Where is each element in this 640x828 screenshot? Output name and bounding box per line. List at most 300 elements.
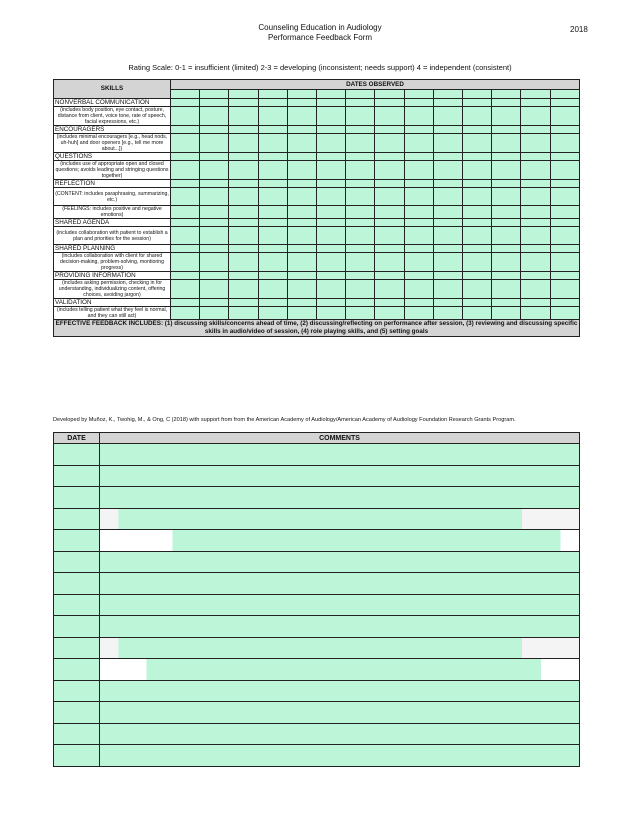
rating-cell[interactable] — [550, 99, 579, 107]
rating-cell[interactable] — [258, 253, 287, 272]
rating-cell[interactable] — [492, 99, 521, 107]
rating-cell[interactable] — [287, 272, 316, 280]
comment-text-cell[interactable] — [100, 594, 580, 616]
rating-cell[interactable] — [375, 99, 404, 107]
rating-cell[interactable] — [375, 219, 404, 227]
rating-cell[interactable] — [258, 206, 287, 219]
rating-cell[interactable] — [346, 107, 375, 126]
date-observed-cell[interactable] — [492, 90, 521, 99]
rating-cell[interactable] — [200, 126, 229, 134]
rating-cell[interactable] — [200, 99, 229, 107]
rating-cell[interactable] — [317, 134, 346, 153]
rating-cell[interactable] — [521, 99, 550, 107]
rating-cell[interactable] — [375, 134, 404, 153]
rating-cell[interactable] — [492, 153, 521, 161]
rating-cell[interactable] — [229, 272, 258, 280]
rating-cell[interactable] — [171, 227, 200, 245]
rating-cell[interactable] — [463, 126, 492, 134]
rating-cell[interactable] — [463, 99, 492, 107]
rating-cell[interactable] — [550, 161, 579, 180]
rating-cell[interactable] — [317, 280, 346, 299]
skill-description: (includes collaboration with patient to establish a plan and priorities for the session) — [54, 227, 171, 245]
rating-cell[interactable] — [433, 161, 462, 180]
rating-cell[interactable] — [258, 307, 287, 320]
comment-text-cell[interactable] — [100, 659, 580, 681]
rating-cell[interactable] — [433, 153, 462, 161]
rating-cell[interactable] — [317, 219, 346, 227]
rating-cell[interactable] — [200, 107, 229, 126]
rating-cell[interactable] — [229, 307, 258, 320]
rating-cell[interactable] — [463, 188, 492, 206]
comment-text-cell[interactable] — [100, 573, 580, 595]
rating-cell[interactable] — [375, 188, 404, 206]
rating-cell[interactable] — [463, 107, 492, 126]
rating-cell[interactable] — [287, 307, 316, 320]
rating-cell[interactable] — [258, 153, 287, 161]
rating-cell[interactable] — [550, 107, 579, 126]
rating-cell[interactable] — [287, 188, 316, 206]
date-observed-cell[interactable] — [317, 90, 346, 99]
rating-cell[interactable] — [463, 299, 492, 307]
date-observed-cell[interactable] — [404, 90, 433, 99]
rating-cell[interactable] — [463, 206, 492, 219]
comment-date-cell[interactable] — [54, 508, 100, 530]
comment-date-cell[interactable] — [54, 573, 100, 595]
rating-cell[interactable] — [171, 134, 200, 153]
rating-cell[interactable] — [463, 161, 492, 180]
rating-cell[interactable] — [492, 188, 521, 206]
rating-cell[interactable] — [171, 188, 200, 206]
rating-cell[interactable] — [433, 219, 462, 227]
rating-cell[interactable] — [375, 272, 404, 280]
rating-cell[interactable] — [521, 307, 550, 320]
date-observed-cell[interactable] — [433, 90, 462, 99]
rating-cell[interactable] — [463, 272, 492, 280]
comment-text-cell[interactable] — [100, 637, 580, 659]
rating-cell[interactable] — [404, 245, 433, 253]
rating-cell[interactable] — [375, 253, 404, 272]
rating-cell[interactable] — [375, 299, 404, 307]
date-header: DATE — [54, 433, 100, 444]
rating-cell[interactable] — [229, 227, 258, 245]
rating-cell[interactable] — [521, 280, 550, 299]
rating-cell[interactable] — [375, 307, 404, 320]
date-observed-cell[interactable] — [346, 90, 375, 99]
rating-cell[interactable] — [171, 99, 200, 107]
rating-cell[interactable] — [287, 219, 316, 227]
comment-date-cell[interactable] — [54, 487, 100, 509]
rating-cell[interactable] — [433, 245, 462, 253]
rating-cell[interactable] — [463, 245, 492, 253]
rating-cell[interactable] — [433, 206, 462, 219]
rating-cell[interactable] — [200, 153, 229, 161]
skill-description: (includes use of appropriate open and closed questions; avoids leading and stringing questions together) — [55, 161, 169, 179]
comment-text-cell[interactable] — [100, 444, 580, 466]
rating-cell[interactable] — [346, 188, 375, 206]
rating-cell[interactable] — [171, 180, 200, 188]
rating-cell[interactable] — [346, 272, 375, 280]
skill-description: (includes minimal encouragers [e.g., head nods, uh-huh] and door openers [e.g., tell me more about...]) — [54, 134, 171, 153]
rating-cell[interactable] — [200, 245, 229, 253]
rating-cell[interactable] — [200, 272, 229, 280]
rating-cell[interactable] — [346, 307, 375, 320]
rating-cell[interactable] — [258, 280, 287, 299]
rating-cell[interactable] — [433, 299, 462, 307]
comment-date-cell[interactable] — [54, 594, 100, 616]
rating-cell[interactable] — [404, 153, 433, 161]
rating-cell[interactable] — [287, 280, 316, 299]
rating-cell[interactable] — [200, 227, 229, 245]
rating-cell[interactable] — [317, 180, 346, 188]
rating-cell[interactable] — [229, 161, 258, 180]
rating-cell[interactable] — [492, 126, 521, 134]
rating-cell[interactable] — [171, 299, 200, 307]
rating-cell[interactable] — [550, 227, 579, 245]
rating-cell[interactable] — [317, 245, 346, 253]
rating-cell[interactable] — [492, 245, 521, 253]
rating-cell[interactable] — [521, 134, 550, 153]
rating-cell[interactable] — [346, 180, 375, 188]
comment-text-cell[interactable] — [100, 465, 580, 487]
rating-cell[interactable] — [433, 227, 462, 245]
rating-cell[interactable] — [346, 134, 375, 153]
rating-cell[interactable] — [200, 188, 229, 206]
rating-cell[interactable] — [346, 206, 375, 219]
rating-cell[interactable] — [258, 161, 287, 180]
rating-cell[interactable] — [550, 153, 579, 161]
rating-cell[interactable] — [346, 126, 375, 134]
rating-cell[interactable] — [200, 206, 229, 219]
rating-cell[interactable] — [229, 134, 258, 153]
rating-cell[interactable] — [550, 219, 579, 227]
rating-cell[interactable] — [258, 272, 287, 280]
rating-cell[interactable] — [433, 253, 462, 272]
skill-description: (includes collaboration with client for shared decision-making, problem-solving, montioring progress) — [54, 253, 171, 272]
rating-cell[interactable] — [404, 107, 433, 126]
rating-cell[interactable] — [492, 272, 521, 280]
rating-cell[interactable] — [317, 272, 346, 280]
comment-date-cell[interactable] — [54, 680, 100, 702]
rating-cell[interactable] — [200, 307, 229, 320]
rating-cell[interactable] — [171, 107, 200, 126]
rating-cell[interactable] — [258, 299, 287, 307]
rating-cell[interactable] — [375, 227, 404, 245]
rating-cell[interactable] — [229, 206, 258, 219]
rating-cell[interactable] — [550, 280, 579, 299]
rating-cell[interactable] — [287, 206, 316, 219]
rating-cell[interactable] — [550, 126, 579, 134]
rating-cell[interactable] — [200, 161, 229, 180]
rating-cell[interactable] — [229, 299, 258, 307]
date-observed-cell[interactable] — [375, 90, 404, 99]
rating-cell[interactable] — [171, 206, 200, 219]
rating-cell[interactable] — [404, 299, 433, 307]
dates-observed-header: DATES OBSERVED — [171, 80, 580, 90]
rating-cell[interactable] — [404, 227, 433, 245]
rating-cell[interactable] — [492, 134, 521, 153]
comment-date-cell[interactable] — [54, 745, 100, 767]
rating-cell[interactable] — [521, 161, 550, 180]
rating-cell[interactable] — [375, 180, 404, 188]
rating-cell[interactable] — [521, 245, 550, 253]
rating-cell[interactable] — [200, 253, 229, 272]
rating-cell[interactable] — [200, 299, 229, 307]
rating-cell[interactable] — [463, 280, 492, 299]
rating-cell[interactable] — [492, 253, 521, 272]
rating-cell[interactable] — [521, 253, 550, 272]
rating-cell[interactable] — [229, 180, 258, 188]
comment-text-cell[interactable] — [100, 487, 580, 509]
rating-cell[interactable] — [258, 219, 287, 227]
skill-description: (includes telling patient what they feel is normal, and they can still act) — [54, 307, 171, 320]
rating-cell[interactable] — [404, 307, 433, 320]
rating-cell[interactable] — [375, 280, 404, 299]
rating-cell[interactable] — [287, 245, 316, 253]
rating-cell[interactable] — [492, 280, 521, 299]
rating-cell[interactable] — [521, 272, 550, 280]
comment-date-cell[interactable] — [54, 551, 100, 573]
rating-cell[interactable] — [317, 188, 346, 206]
rating-cell[interactable] — [404, 272, 433, 280]
rating-cell[interactable] — [258, 99, 287, 107]
rating-cell[interactable] — [550, 307, 579, 320]
rating-cell[interactable] — [229, 107, 258, 126]
rating-cell[interactable] — [317, 161, 346, 180]
rating-cell[interactable] — [492, 180, 521, 188]
rating-cell[interactable] — [171, 253, 200, 272]
comment-date-cell[interactable] — [54, 637, 100, 659]
rating-cell[interactable] — [229, 126, 258, 134]
rating-cell[interactable] — [317, 107, 346, 126]
comment-date-cell[interactable] — [54, 702, 100, 724]
rating-cell[interactable] — [200, 219, 229, 227]
rating-cell[interactable] — [287, 180, 316, 188]
rating-cell[interactable] — [433, 180, 462, 188]
rating-cell[interactable] — [521, 126, 550, 134]
rating-cell[interactable] — [375, 161, 404, 180]
rating-cell[interactable] — [346, 253, 375, 272]
rating-cell[interactable] — [404, 206, 433, 219]
rating-cell[interactable] — [317, 126, 346, 134]
comment-date-cell[interactable] — [54, 723, 100, 745]
rating-cell[interactable] — [258, 134, 287, 153]
rating-cell[interactable] — [287, 107, 316, 126]
rating-cell[interactable] — [550, 253, 579, 272]
rating-cell[interactable] — [492, 219, 521, 227]
rating-cell[interactable] — [433, 126, 462, 134]
rating-cell[interactable] — [258, 227, 287, 245]
rating-cell[interactable] — [404, 280, 433, 299]
date-observed-cell[interactable] — [171, 90, 200, 99]
rating-cell[interactable] — [521, 227, 550, 245]
rating-cell[interactable] — [229, 253, 258, 272]
rating-cell[interactable] — [346, 245, 375, 253]
rating-cell[interactable] — [346, 153, 375, 161]
skill-description: (CONTENT: includes paraphrasing, summarizing, etc.) — [54, 188, 171, 206]
rating-cell[interactable] — [433, 307, 462, 320]
comment-date-cell[interactable] — [54, 444, 100, 466]
comment-text-cell[interactable] — [100, 530, 580, 552]
rating-cell[interactable] — [229, 99, 258, 107]
rating-cell[interactable] — [492, 227, 521, 245]
rating-cell[interactable] — [346, 227, 375, 245]
date-observed-cell[interactable] — [229, 90, 258, 99]
skill-description: (includes body position, eye contact, posture, distance from client, voice tone, rate of speech, facial expressions, etc.) — [54, 107, 171, 126]
rating-cell[interactable] — [346, 99, 375, 107]
rating-cell[interactable] — [317, 253, 346, 272]
rating-cell[interactable] — [463, 227, 492, 245]
rating-cell[interactable] — [258, 245, 287, 253]
rating-cell[interactable] — [492, 299, 521, 307]
rating-cell[interactable] — [404, 253, 433, 272]
comment-date-cell[interactable] — [54, 465, 100, 487]
comments-table — [53, 432, 580, 767]
rating-cell[interactable] — [287, 227, 316, 245]
rating-cell[interactable] — [287, 299, 316, 307]
rating-cell[interactable] — [492, 161, 521, 180]
rating-cell[interactable] — [346, 219, 375, 227]
rating-cell[interactable] — [171, 153, 200, 161]
rating-cell[interactable] — [550, 206, 579, 219]
rating-cell[interactable] — [521, 206, 550, 219]
rating-cell[interactable] — [433, 188, 462, 206]
date-observed-cell[interactable] — [287, 90, 316, 99]
rating-cell[interactable] — [550, 188, 579, 206]
rating-cell[interactable] — [258, 107, 287, 126]
rating-cell[interactable] — [200, 280, 229, 299]
rating-cell[interactable] — [287, 134, 316, 153]
rating-cell[interactable] — [404, 99, 433, 107]
skill-name: SHARED AGENDA — [54, 219, 171, 227]
rating-cell[interactable] — [550, 180, 579, 188]
rating-cell[interactable] — [550, 299, 579, 307]
rating-cell[interactable] — [258, 188, 287, 206]
rating-cell[interactable] — [317, 99, 346, 107]
rating-cell[interactable] — [521, 299, 550, 307]
rating-cell[interactable] — [404, 188, 433, 206]
rating-cell[interactable] — [287, 99, 316, 107]
rating-cell[interactable] — [287, 161, 316, 180]
rating-cell[interactable] — [317, 227, 346, 245]
form-title: Counseling Education in Audiology — [258, 23, 382, 32]
date-observed-cell[interactable] — [550, 90, 579, 99]
rating-cell[interactable] — [433, 99, 462, 107]
rating-cell[interactable] — [463, 253, 492, 272]
date-observed-cell[interactable] — [258, 90, 287, 99]
rating-cell[interactable] — [492, 307, 521, 320]
form-year: 2018 — [570, 25, 588, 34]
rating-cell[interactable] — [463, 153, 492, 161]
rating-cell[interactable] — [550, 272, 579, 280]
rating-cell[interactable] — [433, 280, 462, 299]
skill-description: (FEELINGS: includes positive and negative emotions) — [54, 206, 171, 219]
rating-cell[interactable] — [404, 161, 433, 180]
rating-cell[interactable] — [229, 280, 258, 299]
rating-cell[interactable] — [404, 134, 433, 153]
skills-header: SKILLS — [54, 80, 171, 99]
rating-cell[interactable] — [463, 219, 492, 227]
rating-cell[interactable] — [492, 206, 521, 219]
rating-cell[interactable] — [404, 180, 433, 188]
rating-cell[interactable] — [317, 206, 346, 219]
rating-cell[interactable] — [171, 307, 200, 320]
rating-cell[interactable] — [258, 180, 287, 188]
rating-cell[interactable] — [346, 280, 375, 299]
rating-cell[interactable] — [375, 153, 404, 161]
comment-date-cell[interactable] — [54, 530, 100, 552]
comment-text-cell[interactable] — [100, 680, 580, 702]
rating-cell[interactable] — [287, 126, 316, 134]
rating-cell[interactable] — [463, 180, 492, 188]
comment-text-cell[interactable] — [100, 702, 580, 724]
rating-cell[interactable] — [200, 134, 229, 153]
rating-cell[interactable] — [229, 153, 258, 161]
date-observed-cell[interactable] — [200, 90, 229, 99]
rating-cell[interactable] — [375, 245, 404, 253]
comment-text-cell[interactable] — [100, 745, 580, 767]
rating-cell[interactable] — [171, 219, 200, 227]
rating-cell[interactable] — [550, 245, 579, 253]
rating-cell[interactable] — [317, 307, 346, 320]
date-observed-cell[interactable] — [463, 90, 492, 99]
comment-date-cell[interactable] — [54, 616, 100, 638]
rating-cell[interactable] — [258, 126, 287, 134]
comment-text-cell[interactable] — [100, 508, 580, 530]
rating-cell[interactable] — [317, 299, 346, 307]
rating-cell[interactable] — [171, 245, 200, 253]
rating-cell[interactable] — [171, 161, 200, 180]
rating-cell[interactable] — [433, 272, 462, 280]
rating-cell[interactable] — [171, 126, 200, 134]
comment-text-cell[interactable] — [100, 723, 580, 745]
comment-text-cell[interactable] — [100, 551, 580, 573]
rating-cell[interactable] — [287, 153, 316, 161]
rating-cell[interactable] — [521, 153, 550, 161]
rating-cell[interactable] — [346, 299, 375, 307]
rating-cell[interactable] — [375, 206, 404, 219]
rating-cell[interactable] — [550, 134, 579, 153]
rating-cell[interactable] — [287, 253, 316, 272]
rating-cell[interactable] — [375, 107, 404, 126]
rating-cell[interactable] — [521, 219, 550, 227]
rating-cell[interactable] — [200, 180, 229, 188]
comment-date-cell[interactable] — [54, 659, 100, 681]
rating-cell[interactable] — [404, 219, 433, 227]
rating-cell[interactable] — [521, 107, 550, 126]
rating-cell[interactable] — [492, 107, 521, 126]
rating-cell[interactable] — [463, 134, 492, 153]
rating-cell[interactable] — [171, 272, 200, 280]
rating-cell[interactable] — [346, 161, 375, 180]
skill-name: SHARED PLANNING — [54, 245, 171, 253]
rating-cell[interactable] — [229, 219, 258, 227]
rating-cell[interactable] — [229, 188, 258, 206]
date-observed-cell[interactable] — [521, 90, 550, 99]
rating-cell[interactable] — [171, 280, 200, 299]
rating-cell[interactable] — [521, 180, 550, 188]
rating-cell[interactable] — [375, 126, 404, 134]
skill-description: (includes asking permission, checking in for understanding, individualizing content, offering choices, avoiding jargon) — [54, 280, 171, 299]
rating-cell[interactable] — [433, 134, 462, 153]
rating-cell[interactable] — [317, 153, 346, 161]
rating-cell[interactable] — [229, 245, 258, 253]
comment-text-cell[interactable] — [100, 616, 580, 638]
rating-cell[interactable] — [521, 188, 550, 206]
rating-cell[interactable] — [433, 107, 462, 126]
skill-name: VALIDATION — [54, 299, 171, 307]
rating-cell[interactable] — [463, 307, 492, 320]
rating-cell[interactable] — [404, 126, 433, 134]
